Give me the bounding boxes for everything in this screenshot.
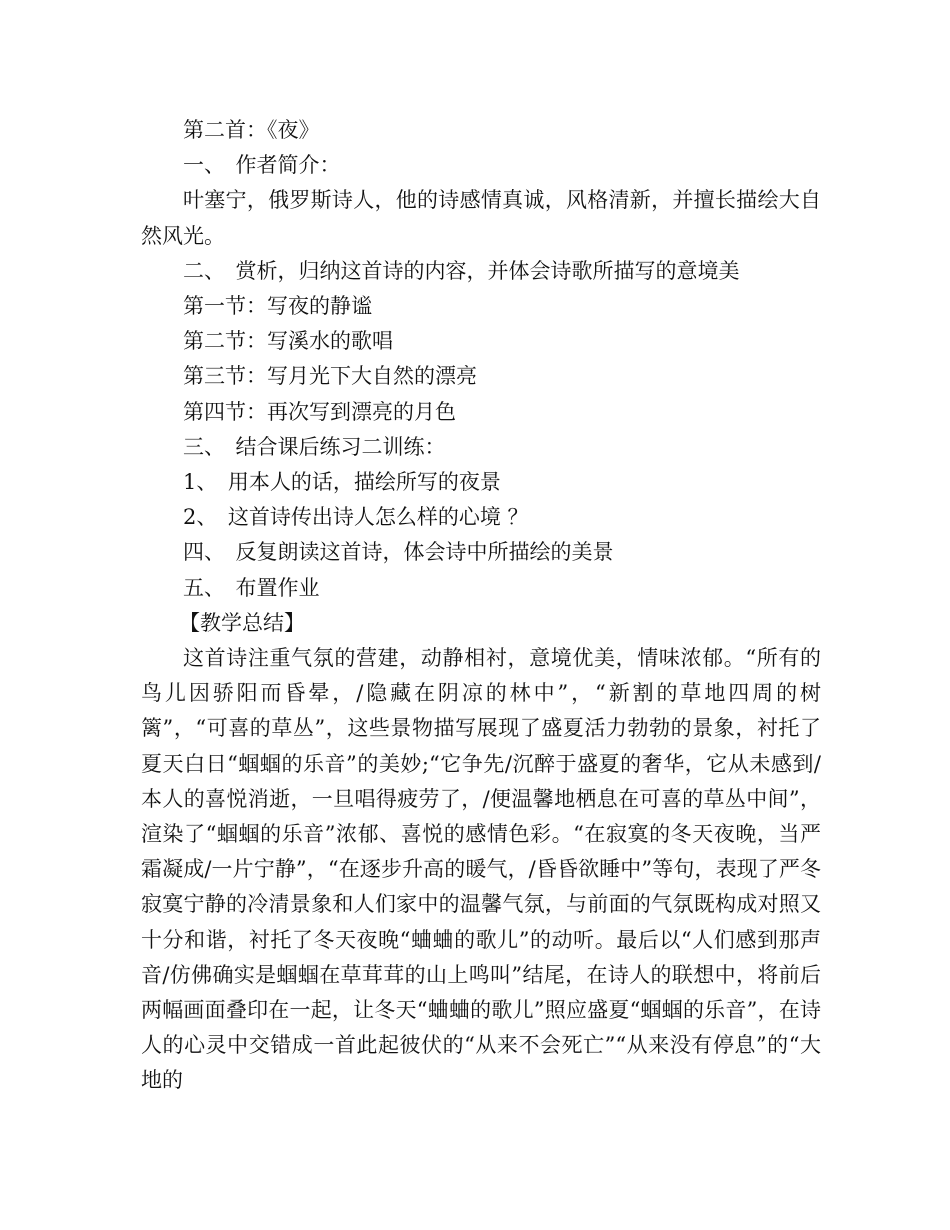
exercise-item-2: 2、 这首诗传出诗人怎么样的心境 ？ xyxy=(183,505,529,530)
author-intro-paragraph: 叶塞宁，俄罗斯诗人，他的诗感情真诚，风格清新，并擅长描绘大自然风光。 xyxy=(141,188,821,248)
poem-title: 第二首：《夜》 xyxy=(183,118,320,142)
section-heading-reading: 四、 反复朗读这首诗，体会诗中所描绘的美景 xyxy=(183,540,614,565)
section-heading-homework: 五、 布置作业 xyxy=(183,575,320,600)
document-body xyxy=(141,113,821,1099)
stanza-2-line: 第二节：写溪水的歌唱 xyxy=(183,329,393,354)
section-heading-appreciation: 二、 赏析，归纳这首诗的内容，并体会诗歌所描写的意境美 xyxy=(183,258,740,283)
stanza-4-line: 第四节：再次写到漂亮的月色 xyxy=(183,399,456,424)
section-heading-author: 一、 作者简介： xyxy=(183,153,341,178)
exercise-item-1: 1、 用本人的话，描绘所写的夜景 xyxy=(183,470,501,495)
section-heading-exercise: 三、 结合课后练习二训练： xyxy=(183,434,446,459)
stanza-1-line: 第一节：写夜的静谧 xyxy=(183,294,372,319)
summary-heading: 【教学总结】 xyxy=(179,610,305,635)
summary-paragraph: 这首诗注重气氛的营建，动静相衬，意境优美，情味浓郁。“所有的鸟儿因骄阳而昏晕，/隐藏在阴凉的林中”，“新割的草地四周的树篱”，“可喜的草丛”，这些景物描写展现了盛夏活力勃勃的景象，衬托了夏天白日“蝈蝈的乐音”的美妙;“它争先/沉醉于盛夏的奢华，它从未感到/本人的喜悦消逝，一旦唱得疲劳了，/便温馨地栖息在可喜的草丛中间”，渲染了“蝈蝈的乐音”浓郁、喜悦的感情色彩。“在寂寞的冬天夜晚，当严霜凝成/一片宁静”，“在逐步升高的暖气，/昏昏欲睡中”等句，表现了严冬寂寞宁静的冷清景象和人们家中的温馨气氛，与前面的气氛既构成对照又十分和谐，衬托了冬天夜晚“蛐蛐的歌儿”的动听。最后以“人们感到那声音/仿佛确实是蝈蝈在草茸茸的山上鸣叫”结尾，在诗人的联想中，将前后两幅画面叠印在一起，让冬天“蛐蛐的歌儿”照应盛夏“蝈蝈的乐音”，在诗人的心灵中交错成一首此起彼伏的“从来不会死亡”“从来没有停息”的“大地的 xyxy=(141,646,821,1093)
stanza-3-line: 第三节：写月光下大自然的漂亮 xyxy=(183,364,477,389)
